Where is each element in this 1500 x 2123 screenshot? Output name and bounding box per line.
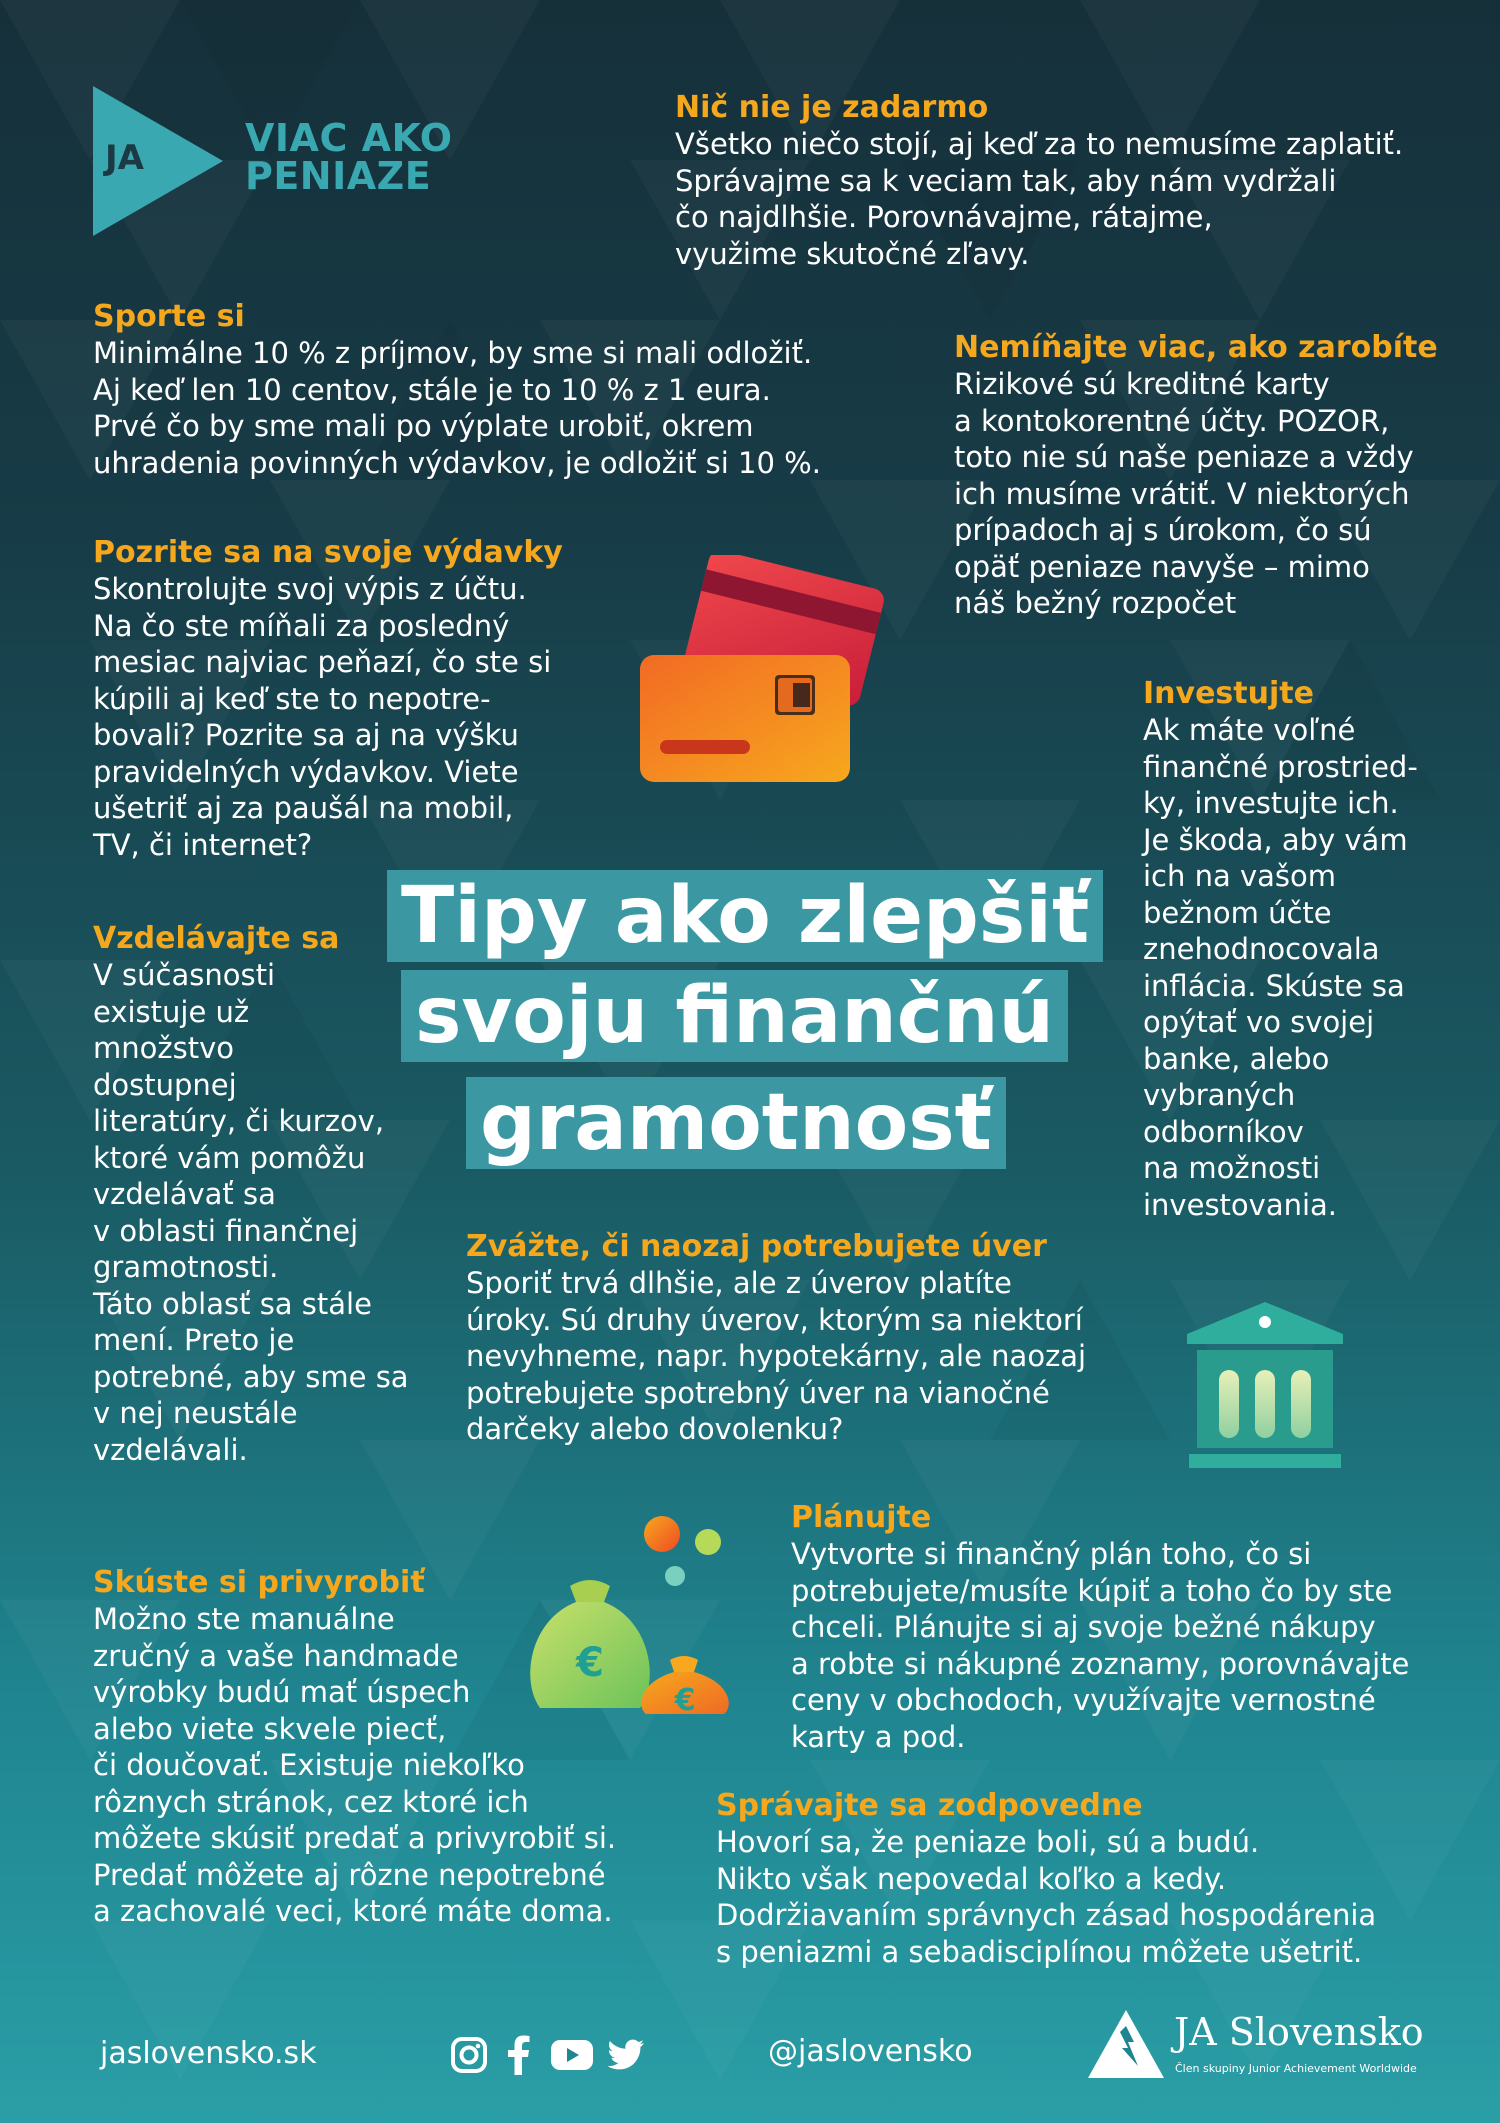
tip-pozrite-vydavky [93,535,563,863]
logo-ja: JA [105,138,144,178]
svg-text:€: € [576,1640,604,1686]
main-title-line-2: svoju finančnú [401,970,1068,1062]
tip-planujte [791,1500,1409,1755]
ja-logo-triangle-icon [1086,2008,1166,2080]
tip-body: Minimálne 10 % z príjmov, by sme si mali odložiť. Aj keď len 10 centov, stále je to 10 % z 1 eura. Prvé čo by sme mali po výplate urobiť, okrem uhradenia povinných výdavkov, je odložiť si 10 %. [93,336,821,480]
social-handle[interactable]: @jaslovensko [768,2034,973,2069]
tip-neminajte-viac [954,330,1438,622]
tip-zvazte-uver [466,1229,1086,1448]
tip-body: Skontrolujte svoj výpis z účtu. Na čo ste míňali za posledný mesiac najviac peňazí, čo ste si kúpili aj keď ste to nepotre- bovali? Pozrite sa aj na výšku pravidelných výdavkov. Viete ušetriť aj za paušál na mobil, TV, či internet? [93,572,552,862]
tip-heading: Vzdelávajte sa [93,921,340,956]
tip-nic-nie-je-zadarmo [675,90,1403,272]
bank-icon [1185,1300,1345,1480]
facebook-icon[interactable] [506,2035,530,2075]
tip-body: Ak máte voľné finančné prostried- ky, investujte ich. Je škoda, aby vám ich na vašom bežnom účte znehodnocovala inflácia. Skúste sa opýtať vo svojej banke, alebo vybraných odborníkov na možnosti investovania. [1143,713,1418,1222]
tip-heading: Správajte sa zodpovedne [716,1788,1143,1823]
tip-sporte-si [93,299,821,481]
tip-body: Vytvorte si finančný plán toho, čo si potrebujete/musíte kúpiť a toho čo by ste chceli. Plánujte si aj svoje bežné nákupy a robte si nákupné zoznamy, porovnávajte ceny v obchodoch, využívajte vernostné karty a pod. [791,1537,1410,1754]
org-subtitle: Člen skupiny Junior Achievement Worldwide [1175,2062,1417,2075]
tip-heading: Nemíňajte viac, ako zarobíte [954,330,1438,365]
main-title-line-1: Tipy ako zlepšiť [387,870,1103,962]
tip-heading: Pozrite sa na svoje výdavky [93,535,563,570]
website-link[interactable]: jaslovensko.sk [100,2036,317,2071]
tip-body: Sporiť trvá dlhšie, ale z úverov platíte úroky. Sú druhy úverov, ktorým sa niektorí nevyhneme, napr. hypotekárny, ale naozaj potrebujete spotrebný úver na vianočné darčeky alebo dovolenku? [466,1266,1087,1446]
tip-body: V súčasnosti existuje už množstvo dostupnej literatúry, či kurzov, ktoré vám pomôžu vzdelávať sa v oblasti finančnej gramotnosti. Táto oblasť sa stále mení. Preto je potrebné, aby sme sa v nej neustále vzdelávali. [93,958,409,1467]
tip-body: Všetko niečo stojí, aj keď za to nemusíme zaplatiť. Správajme sa k veciam tak, aby nám vydržali čo najdlhšie. Porovnávajme, rátajme, využime skutočné zľavy. [675,127,1404,271]
brand-logo [93,86,493,236]
org-name: JA Slovensko [1174,2010,1424,2054]
tip-body: Možno ste manuálne zručný a vaše handmade výrobky budú mať úspech alebo viete skvele piecť, či doučovať. Existuje niekoľko rôznych stránok, cez ktoré ich môžete skúsiť predať a privyrobiť si. Predať môžete aj rôzne nepotrebné a zachovalé veci, ktoré máte doma. [93,1602,617,1928]
tip-heading: Zvážte, či naozaj potrebujete úver [466,1229,1047,1264]
svg-text:€: € [674,1683,696,1715]
twitter-icon[interactable] [607,2039,645,2071]
instagram-icon[interactable] [450,2036,488,2074]
tip-heading: Sporte si [93,299,245,334]
tip-investujte [1143,676,1418,1223]
tip-privyrobit [93,1565,616,1930]
tip-heading: Investujte [1143,676,1314,711]
main-title-line-3: gramotnosť [466,1077,1006,1169]
logo-text: VIAC AKO PENIAZE [245,116,453,198]
tip-body: Rizikové sú kreditné karty a kontokorentné účty. POZOR, toto nie sú naše peniaze a vždy ich musíme vrátiť. V niektorých prípadoch aj s úrokom, čo sú opäť peniaze navyše – mimo náš bežný rozpočet [954,367,1414,620]
credit-card-icon [630,555,890,790]
tip-heading: Plánujte [791,1500,932,1535]
tip-vzdelavajte-sa [93,921,409,1468]
tip-spravajte-sa-zodpovedne [716,1788,1376,1970]
tip-body: Hovorí sa, že peniaze boli, sú a budú. Nikto však nepovedal koľko a kedy. Dodržiavaním správnych zásad hospodárenia s peniazmi a sebadisciplínou môžete ušetriť. [716,1825,1377,1969]
youtube-icon[interactable] [551,2040,593,2070]
tip-heading: Nič nie je zadarmo [675,90,989,125]
ja-slovensko-logo [1086,2008,1424,2084]
tip-heading: Skúste si privyrobiť [93,1565,425,1600]
